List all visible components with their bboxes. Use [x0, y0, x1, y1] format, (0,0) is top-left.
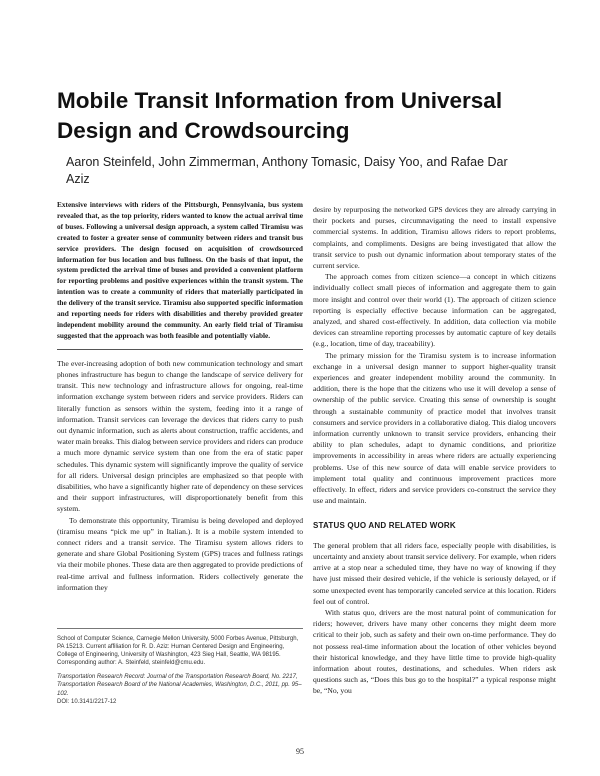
author-list: Aaron Steinfeld, John Zimmerman, Anthony Tomasic, Daisy Yoo, and Rafae Dar Aziz	[66, 155, 508, 186]
body-paragraph: The approach comes from citizen science—a concept in which citizens individually collect small pieces of information and aggregate them to gain more insight and control over their world (1). The approach of citizen science reporting is especially effective because information can be aggregated, analyzed, and shared cost-effectively. In addition, data collection via mobile devices can streamline reporting processes by automatic capture of key details (e.g., location, time of day, traceability).	[313, 272, 556, 349]
section-paragraph: With status quo, drivers are the most natural point of communication for riders; however, drivers have many other concerns they might deem more critical to their job, such as safety and their own on-time performance. They do not possess real-time information about the location of other vehicles beyond their historical knowledge, and they have little time to provide high-quality information about routes, destinations, and schedules. When riders ask questions such as, “Does this bus go to the hospital?” a typical response might be, “No, you	[313, 607, 556, 696]
doi: DOI: 10.3141/2217-12	[57, 698, 117, 705]
body-paragraph: desire by repurposing the networked GPS devices they are already carrying in their pockets and purses, circumnavigating the need to install expensive commercial systems. In addition, Tiramisu allows riders to report problems, complaints, and compliments. Designs are being investigated that allow the transit service to push out dynamic information about temporary states of the current service.	[313, 205, 556, 271]
left-column	[57, 200, 303, 593]
intro-paragraph: The ever-increasing adoption of both new communication technology and smart phones infrastructure has begun to change the landscape of service delivery for transit. This new technology and infrastructure allows for ongoing, real-time information exchange system between riders and service providers. Riders can literally function as sensors within the system, feeding into it a range of information. Transit services can leverage the devices that riders carry to push out dynamic information, such as alerts about construction, traffic accidents, and water main breaks. This dialog between service providers and riders can produce a much more dynamic service system than one from the era of static paper schedules. This dynamic system will significantly improve the quality of service for all riders. Universal design principles are emphasized so that people with disabilities, who have a significantly higher rate of dependency on these services and their support infrastructures, will disproportionately benefit from this system.	[57, 358, 303, 514]
right-column	[313, 204, 556, 697]
footnotes	[57, 628, 303, 706]
article-title: Mobile Transit Information from Universal Design and Crowdsourcing	[57, 88, 503, 143]
section-heading: STATUS QUO AND RELATED WORK	[313, 521, 456, 531]
footnote-divider	[57, 628, 303, 629]
section-paragraph: The general problem that all riders face, especially people with disabilities, is uncertainty and anxiety about transit service delivery. For example, when riders arrive at a stop near a scheduled time, they have no way of knowing if they have just missed their desired vehicle, if the vehicle is seriously delayed, or if some unexpected event has temporarily canceled service at this location. Riders feel out of control.	[313, 540, 556, 606]
intro-paragraph: To demonstrate this opportunity, Tiramisu is being developed and deployed (tiramisu means “pick me up” in Italian.). It is a mobile system intended to connect riders and a transit service. The Tiramisu system allows riders to generate and share Global Positioning System (GPS) traces and fullness ratings via their mobile phones. These data are then aggregated to provide predictions of real-time arrival and fullness information. Riders collectively generate the information they	[57, 515, 303, 592]
journal-citation: Transportation Research Record: Journal of the Transportation Research Board, No. 2217, Transportation Research Board of the National Academies, Washington, D.C., 2011, pp. 95–102.	[57, 674, 302, 697]
body-paragraph: The primary mission for the Tiramisu system is to increase information exchange in a universal design manner to support higher-quality transit experiences and greater independent mobility around the community. In addition, there is the hope that the citizens who use it will develop a sense of ownership of the public service. Creating this sense of ownership is sought through a sustainable community of practice model that involves transit consumers and service providers in a collaborative dialog. This dialog uncovers information currently unknown to transit service providers, enhancing their ability to plan schedules, adapt to dynamic conditions, and prioritize improvements in accessibility in areas where riders are actually experiencing problems. Use of this new source of data will enable service providers to implement total quality and continuous improvement practices more effectively. In effect, riders and service providers co-construct the service they use and maintain.	[313, 350, 556, 506]
abstract: Extensive interviews with riders of the Pittsburgh, Pennsylvania, bus system revealed that, as the top priority, riders wanted to know the actual arrival time of buses. Following a universal design approach, a system called Tiramisu was created to foster a greater sense of community between riders and transit bus service providers. The design focused on acquisition of crowdsourced information for bus location and bus fullness. On the basis of that input, the system predicted the arrival time of buses and provided a convenient platform for reporting problems and positive experiences within the transit system. The intention was to create a community of riders that materially participated in the delivery of the transit service. Tiramisu also supported specific information and reporting needs for riders with disabilities and thereby provided greater independent mobility around the community. An early field trial of Tiramisu suggested that the approach was both feasible and potentially viable.	[57, 200, 303, 340]
page-number: 95	[296, 747, 304, 756]
affiliation-note: School of Computer Science, Carnegie Mellon University, 5000 Forbes Avenue, Pittsburgh, PA 15213. Current affiliation for R. D. Aziz: Human Centered Design and Engineering, College of Engineering, University of Washington, 423 Sieg Hall, Seattle, WA 98195. Corresponding author: A. Steinfeld, steinfeld@cmu.edu.	[57, 636, 299, 667]
abstract-divider	[57, 349, 303, 350]
